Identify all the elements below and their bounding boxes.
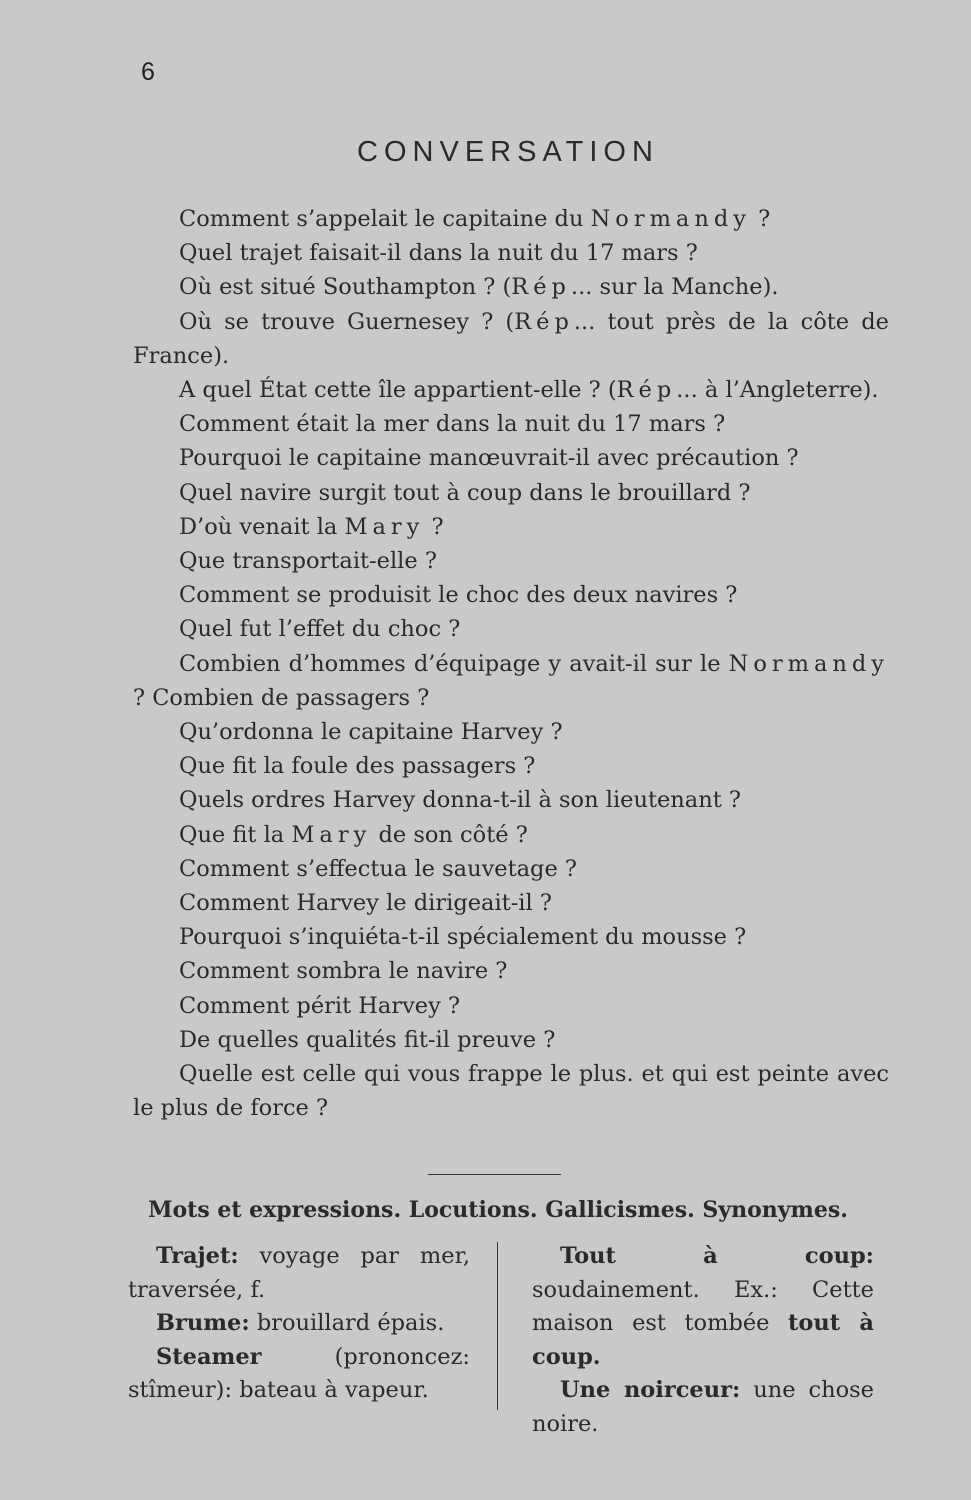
question-item <box>133 647 889 715</box>
vocabulary-heading: Mots et expressions. Locutions. Gallicismes. Synonymes. <box>148 1197 848 1223</box>
term: Trajet: <box>156 1243 239 1269</box>
question-item <box>133 578 889 612</box>
text-run: Comment périt Harvey ? <box>179 992 461 1019</box>
vocabulary-entry <box>128 1341 470 1408</box>
spaced-name: Mary <box>344 513 425 540</box>
question-item <box>133 544 889 578</box>
question-item <box>133 612 889 646</box>
text-run: Quel fut l’effet du choc ? <box>179 616 461 643</box>
page-title: CONVERSATION <box>357 136 659 168</box>
text-run: ... tout près de la côte de France). <box>133 308 889 369</box>
question-item <box>133 783 889 817</box>
spaced-name: Rép <box>616 377 677 404</box>
text-run: D’où venait la <box>179 513 345 540</box>
page-number: 6 <box>141 58 155 86</box>
vocabulary-left-column <box>128 1240 470 1408</box>
question-item <box>133 954 889 988</box>
text-run: De quelles qualités fit-il preuve ? <box>179 1026 556 1053</box>
questions-list <box>133 202 889 1125</box>
text-run: Quel trajet faisait-il dans la nuit du 17 mars ? <box>179 240 698 267</box>
vocabulary-entry <box>532 1240 874 1374</box>
question-item <box>133 407 889 441</box>
question-item <box>133 715 889 749</box>
question-item <box>133 989 889 1023</box>
text-run: Où est situé Southampton ? ( <box>179 274 512 301</box>
text-run: Quels ordres Harvey donna-t-il à son lieutenant ? <box>179 787 741 814</box>
vocabulary-right-column <box>532 1240 874 1441</box>
spaced-name: Rép <box>511 274 571 301</box>
vocabulary-entry <box>532 1374 874 1441</box>
spaced-name: Normandy <box>728 650 889 677</box>
text-run: ? <box>750 206 771 232</box>
question-item <box>133 920 889 954</box>
question-item <box>133 1023 889 1057</box>
spaced-name: Normandy <box>590 206 751 232</box>
text-run: ? <box>424 513 444 540</box>
text-run: A quel État cette île appartient-elle ? ( <box>179 377 617 404</box>
question-item <box>133 510 889 544</box>
spaced-name: Rép <box>514 308 574 335</box>
text-run: Où se trouve Guernesey ? ( <box>179 308 515 335</box>
question-item <box>133 749 889 783</box>
question-item <box>133 305 889 373</box>
question-item <box>133 373 889 407</box>
text-run: Quel navire surgit tout à coup dans le brouillard ? <box>179 479 751 506</box>
question-item <box>133 270 889 304</box>
question-item <box>133 202 889 236</box>
text-run: soudainement. Ex.: Cette maison est tombée <box>532 1276 874 1336</box>
term: Steamer <box>156 1343 262 1370</box>
term: Tout à coup: <box>560 1243 874 1269</box>
term: Une noirceur: <box>560 1377 741 1403</box>
text-run: Que fit la foule des passagers ? <box>179 753 536 780</box>
question-item <box>133 852 889 886</box>
question-item <box>133 441 889 475</box>
text-run: Comment était la mer dans la nuit du 17 mars ? <box>179 411 726 438</box>
text-run: Pourquoi s’inquiéta-t-il spécialement du mousse ? <box>179 924 747 951</box>
question-item <box>133 818 889 852</box>
text-run: une chose noire. <box>532 1377 874 1437</box>
separator-rule <box>428 1174 561 1175</box>
term: tout à coup. <box>532 1310 874 1370</box>
question-item <box>133 886 889 920</box>
text-run: Comment se produisit le choc des deux navires ? <box>179 582 738 609</box>
column-divider <box>497 1242 498 1410</box>
text-run: Que fit la <box>179 821 292 848</box>
text-run: Que transportait-elle ? <box>179 548 437 575</box>
text-run: Comment Harvey le dirigeait-il ? <box>179 890 552 917</box>
text-run: de son côté ? <box>371 821 528 848</box>
text-run: brouillard épais. <box>249 1310 445 1336</box>
question-item <box>133 1057 889 1125</box>
text-run: Comment sombra le navire ? <box>179 958 508 985</box>
vocabulary-entry <box>128 1307 470 1341</box>
text-run: ... à l’Angleterre). <box>676 377 879 404</box>
text-run: Quelle est celle qui vous frappe le plus. et qui est peinte avec le plus de force ? <box>133 1061 889 1122</box>
text-run: Comment s’effectua le sauvetage ? <box>179 855 577 882</box>
text-run: (prononcez: stîmeur): bateau à vapeur. <box>128 1343 470 1403</box>
text-run: ... sur la Manche). <box>570 274 779 301</box>
text-run: Qu’ordonna le capitaine Harvey ? <box>179 719 563 746</box>
text-run: Pourquoi le capitaine manœuvrait-il avec précaution ? <box>179 445 799 472</box>
vocabulary-entry <box>128 1240 470 1307</box>
text-run: ? Combien de passagers ? <box>133 684 430 711</box>
term: Brume: <box>156 1310 250 1336</box>
question-item <box>133 476 889 510</box>
spaced-name: Mary <box>291 821 372 848</box>
text-run: Comment s’appelait le capitaine du <box>179 206 591 232</box>
question-item <box>133 236 889 270</box>
text-run: voyage par mer, traversée, f. <box>128 1243 470 1303</box>
text-run: Combien d’hommes d’équipage y avait-il sur le <box>179 650 729 677</box>
